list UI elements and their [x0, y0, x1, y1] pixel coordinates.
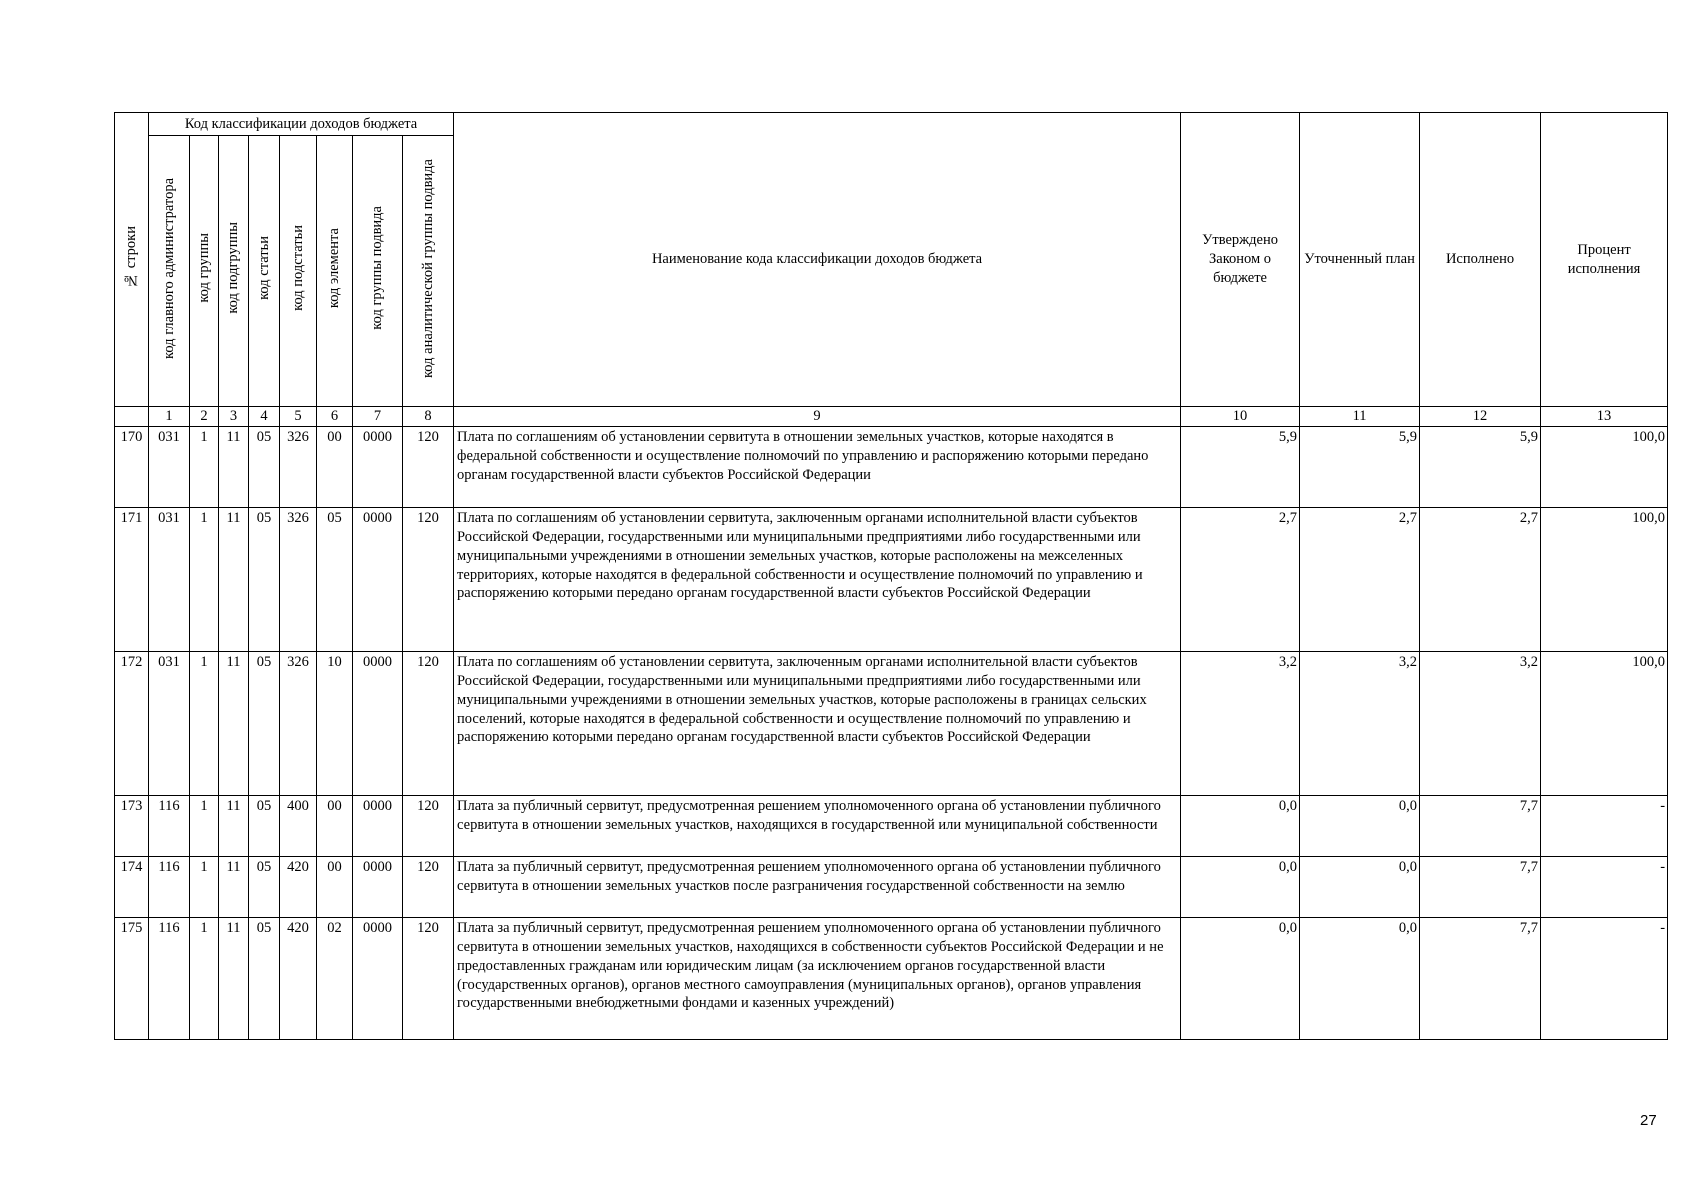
- column-number: 10: [1181, 407, 1300, 427]
- code-subtype-group: 0000: [353, 918, 403, 1040]
- code-element: 00: [317, 857, 353, 918]
- percent-value: 100,0: [1541, 427, 1668, 508]
- code-subarticle: 420: [280, 857, 317, 918]
- table-row: [115, 427, 1668, 508]
- code-subtype-group: 0000: [353, 508, 403, 652]
- code-subgroup: 11: [219, 652, 249, 796]
- table-row: [115, 796, 1668, 857]
- code-analytic-group: 120: [403, 796, 454, 857]
- executed-value: 7,7: [1420, 857, 1541, 918]
- code-group: 1: [190, 508, 219, 652]
- code-element: 05: [317, 508, 353, 652]
- refined-value: 0,0: [1300, 918, 1420, 1040]
- column-number: 5: [280, 407, 317, 427]
- code-analytic-group: 120: [403, 652, 454, 796]
- row-number: 175: [115, 918, 149, 1040]
- header-code-subgroup: код подгруппы: [219, 136, 249, 407]
- executed-value: 5,9: [1420, 427, 1541, 508]
- page-number: 27: [1640, 1112, 1657, 1129]
- row-number: 170: [115, 427, 149, 508]
- code-analytic-group: 120: [403, 857, 454, 918]
- column-number-blank: [115, 407, 149, 427]
- approved-value: 0,0: [1181, 796, 1300, 857]
- code-analytic-group: 120: [403, 918, 454, 1040]
- code-subtype-group: 0000: [353, 652, 403, 796]
- code-admin: 116: [149, 796, 190, 857]
- revenue-name: Плата по соглашениям об установлении сервитута в отношении земельных участков, которые находятся в федеральной собственности и осуществление полномочий по управлению и распоряжению которыми передано органам государственной власти субъектов Российской Федерации: [454, 427, 1181, 508]
- percent-value: -: [1541, 918, 1668, 1040]
- column-number: 6: [317, 407, 353, 427]
- refined-value: 0,0: [1300, 857, 1420, 918]
- header-code-group: код группы: [190, 136, 219, 407]
- code-group: 1: [190, 918, 219, 1040]
- row-number: 171: [115, 508, 149, 652]
- header-name: Наименование кода классификации доходов бюджета: [454, 113, 1181, 407]
- code-article: 05: [249, 796, 280, 857]
- code-article: 05: [249, 857, 280, 918]
- executed-value: 7,7: [1420, 918, 1541, 1040]
- row-number: 174: [115, 857, 149, 918]
- column-number: 9: [454, 407, 1181, 427]
- code-analytic-group: 120: [403, 508, 454, 652]
- code-element: 00: [317, 796, 353, 857]
- header-executed: Исполнено: [1420, 113, 1541, 407]
- approved-value: 2,7: [1181, 508, 1300, 652]
- row-number: 172: [115, 652, 149, 796]
- column-number: 1: [149, 407, 190, 427]
- column-number: 4: [249, 407, 280, 427]
- refined-value: 5,9: [1300, 427, 1420, 508]
- code-article: 05: [249, 918, 280, 1040]
- column-number-row: [115, 407, 1668, 427]
- header-code-subarticle: код подстатьи: [280, 136, 317, 407]
- code-group: 1: [190, 427, 219, 508]
- approved-value: 3,2: [1181, 652, 1300, 796]
- revenue-name: Плата за публичный сервитут, предусмотренная решением уполномоченного органа об установлении публичного сервитута в отношении земельных участков, находящихся в государственной или муниципальной собственности: [454, 796, 1181, 857]
- column-number: 12: [1420, 407, 1541, 427]
- code-article: 05: [249, 508, 280, 652]
- code-subarticle: 420: [280, 918, 317, 1040]
- column-number: 3: [219, 407, 249, 427]
- code-article: 05: [249, 652, 280, 796]
- header-code-admin: код главного администратора: [149, 136, 190, 407]
- code-admin: 031: [149, 427, 190, 508]
- column-number: 13: [1541, 407, 1668, 427]
- code-group: 1: [190, 857, 219, 918]
- executed-value: 2,7: [1420, 508, 1541, 652]
- header-code-element: код элемента: [317, 136, 353, 407]
- code-subarticle: 326: [280, 508, 317, 652]
- code-subarticle: 400: [280, 796, 317, 857]
- table-row: [115, 652, 1668, 796]
- column-number: 8: [403, 407, 454, 427]
- header-row-number: № строки: [115, 113, 149, 407]
- approved-value: 5,9: [1181, 427, 1300, 508]
- approved-value: 0,0: [1181, 918, 1300, 1040]
- code-subtype-group: 0000: [353, 857, 403, 918]
- code-subarticle: 326: [280, 652, 317, 796]
- revenue-table: [114, 112, 1668, 1040]
- revenue-name: Плата за публичный сервитут, предусмотренная решением уполномоченного органа об установлении публичного сервитута в отношении земельных участков после разграничения государственной собственности на землю: [454, 857, 1181, 918]
- revenue-name: Плата за публичный сервитут, предусмотренная решением уполномоченного органа об установлении публичного сервитута в отношении земельных участков, находящихся в собственности субъектов Российской Федерации и не предоставленных гражданам или юридическим лицам (за исключением органов государственной власти (государственных органов), органов местного самоуправления (муниципальных органов), органов управления государственными внебюджетными фондами и казенных учреждений): [454, 918, 1181, 1040]
- refined-value: 2,7: [1300, 508, 1420, 652]
- refined-value: 0,0: [1300, 796, 1420, 857]
- executed-value: 7,7: [1420, 796, 1541, 857]
- refined-value: 3,2: [1300, 652, 1420, 796]
- code-subarticle: 326: [280, 427, 317, 508]
- revenue-name: Плата по соглашениям об установлении сервитута, заключенным органами исполнительной власти субъектов Российской Федерации, государственными или муниципальными предприятиями либо государственными или муниципальными учреждениями в отношении земельных участков, которые расположены на межселенных территориях, которые находятся в федеральной собственности и осуществление полномочий по управлению и распоряжению которыми передано органам государственной власти субъектов Российской Федерации: [454, 508, 1181, 652]
- percent-value: 100,0: [1541, 652, 1668, 796]
- column-number: 2: [190, 407, 219, 427]
- code-subtype-group: 0000: [353, 427, 403, 508]
- column-number: 7: [353, 407, 403, 427]
- header-refined: Уточненный план: [1300, 113, 1420, 407]
- code-subgroup: 11: [219, 918, 249, 1040]
- code-admin: 116: [149, 857, 190, 918]
- code-admin: 116: [149, 918, 190, 1040]
- code-subgroup: 11: [219, 508, 249, 652]
- percent-value: -: [1541, 857, 1668, 918]
- code-subgroup: 11: [219, 427, 249, 508]
- header-code-subtype-group: код группы подвида: [353, 136, 403, 407]
- header-group-title: Код классификации доходов бюджета: [149, 113, 454, 136]
- revenue-name: Плата по соглашениям об установлении сервитута, заключенным органами исполнительной власти субъектов Российской Федерации, государственными или муниципальными предприятиями либо государственными или муниципальными учреждениями в отношении земельных участков, которые расположены в границах сельских поселений, которые находятся в федеральной собственности и осуществление полномочий по управлению и распоряжению которыми передано органам государственной власти субъектов Российской Федерации: [454, 652, 1181, 796]
- code-admin: 031: [149, 652, 190, 796]
- header-code-article: код статьи: [249, 136, 280, 407]
- header-approved: Утверждено Законом о бюджете: [1181, 113, 1300, 407]
- header-percent: Процент исполнения: [1541, 113, 1668, 407]
- code-subgroup: 11: [219, 857, 249, 918]
- percent-value: 100,0: [1541, 508, 1668, 652]
- code-element: 10: [317, 652, 353, 796]
- code-element: 02: [317, 918, 353, 1040]
- code-analytic-group: 120: [403, 427, 454, 508]
- code-article: 05: [249, 427, 280, 508]
- row-number: 173: [115, 796, 149, 857]
- code-admin: 031: [149, 508, 190, 652]
- approved-value: 0,0: [1181, 857, 1300, 918]
- code-subgroup: 11: [219, 796, 249, 857]
- code-element: 00: [317, 427, 353, 508]
- code-subtype-group: 0000: [353, 796, 403, 857]
- table-row: [115, 857, 1668, 918]
- executed-value: 3,2: [1420, 652, 1541, 796]
- column-number: 11: [1300, 407, 1420, 427]
- code-group: 1: [190, 796, 219, 857]
- header-row-top: [115, 113, 1668, 136]
- header-code-analytic-group: код аналитической группы подвида: [403, 136, 454, 407]
- table-row: [115, 918, 1668, 1040]
- code-group: 1: [190, 652, 219, 796]
- percent-value: -: [1541, 796, 1668, 857]
- table-row: [115, 508, 1668, 652]
